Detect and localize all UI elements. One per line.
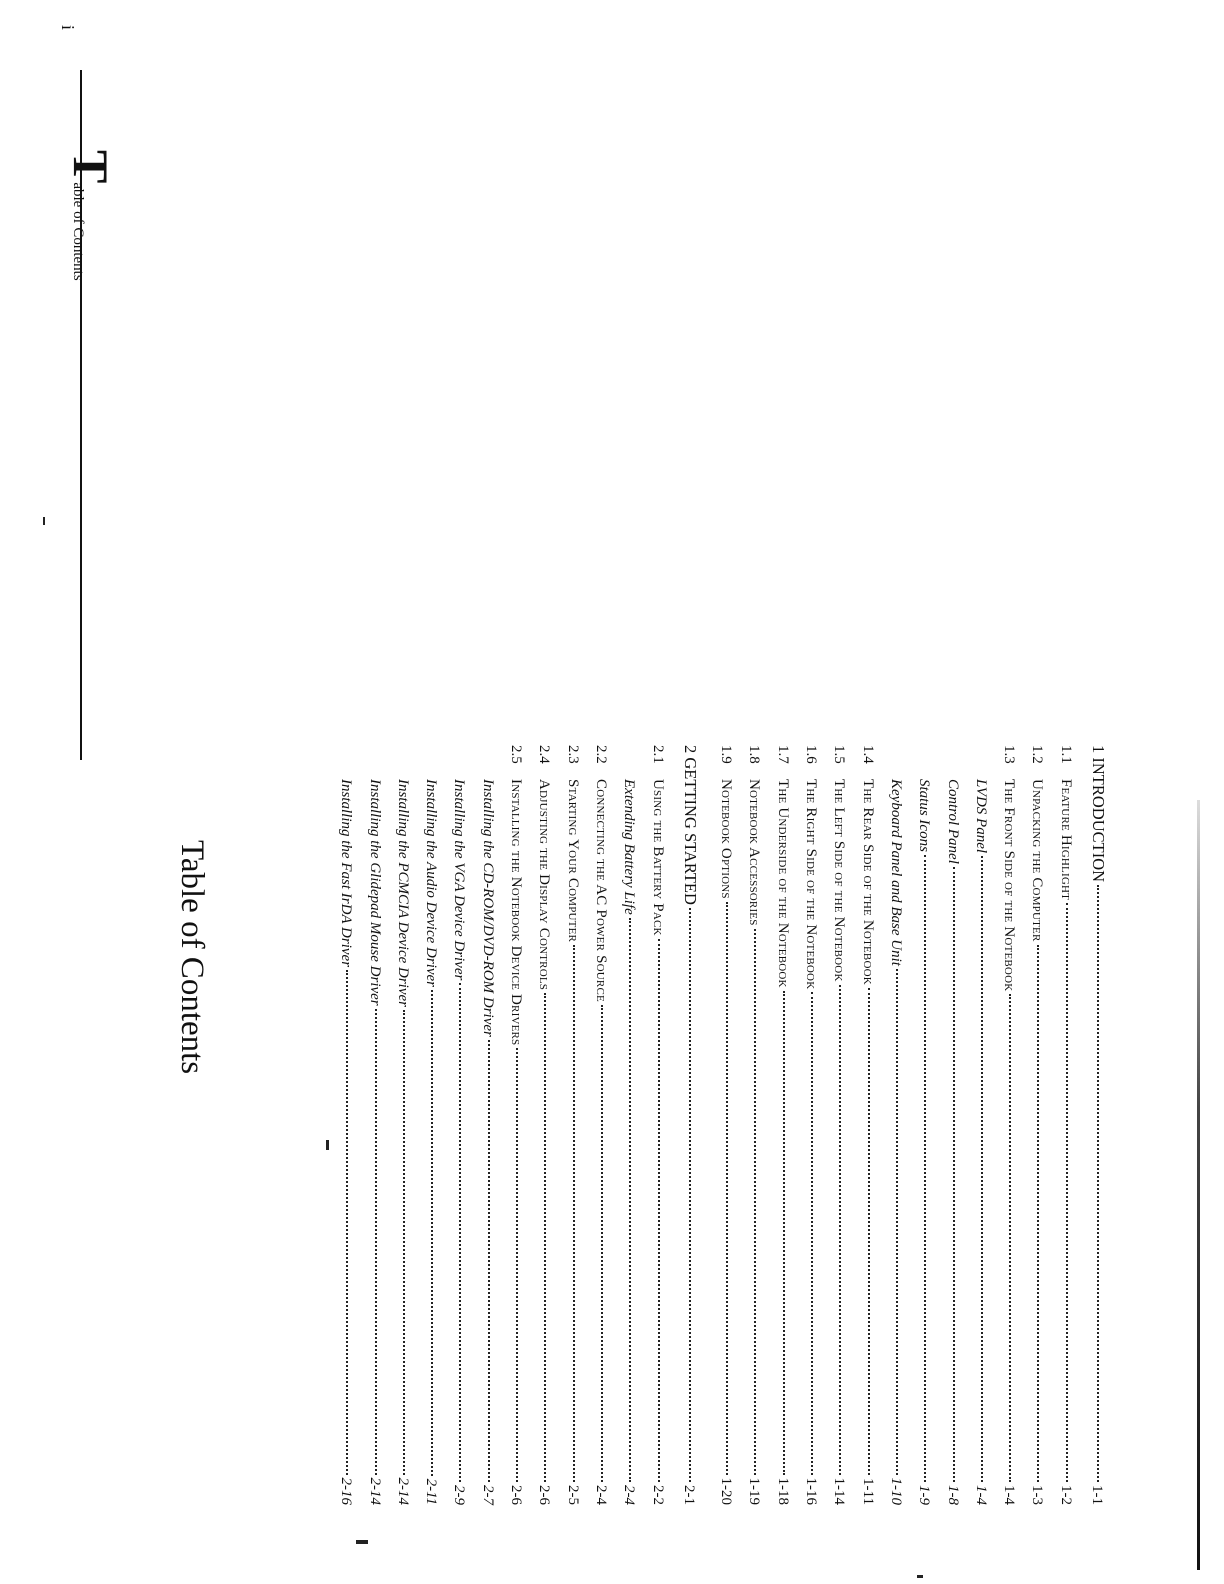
toc-entry-number: 2.2: [592, 745, 609, 764]
dot-leader: [346, 970, 348, 1474]
toc-entry: [383, 745, 411, 1505]
toc-chapter-entry: [1080, 745, 1108, 1505]
dot-leader: [754, 929, 756, 1475]
dot-leader: [726, 902, 728, 1475]
toc-entry-number: 1.4: [859, 745, 876, 764]
toc-entry-number: 1.5: [831, 745, 848, 764]
dot-leader: [601, 1005, 603, 1482]
toc-entry-page: 2-11: [423, 1478, 440, 1505]
dot-leader: [403, 1010, 405, 1474]
dot-leader: [868, 988, 870, 1475]
dot-leader: [544, 993, 546, 1482]
toc-entry-label: Connecting the AC Power Source: [592, 779, 609, 1002]
toc-entry: [706, 745, 734, 1505]
page-number: i: [58, 25, 78, 31]
toc-entry: [326, 745, 354, 1505]
toc-entry: [904, 745, 932, 1505]
toc-entry-page: 1-20: [718, 1477, 735, 1505]
toc-entry: [467, 745, 495, 1505]
toc-entry-label: The Left Side of the Notebook: [831, 779, 848, 982]
toc-entry-number: 2.4: [536, 745, 553, 764]
toc-entry: [637, 745, 665, 1505]
toc-entry-label: LVDS Panel: [972, 779, 989, 854]
toc-entry: [791, 745, 819, 1505]
toc-entry: [762, 745, 790, 1505]
toc-entry-label: Installing the Notebook Device Drivers: [508, 779, 525, 1046]
scan-speck: [356, 1540, 368, 1544]
toc-chapter-entry: [672, 745, 700, 1505]
toc-entry-label: The Right Side of the Notebook: [803, 779, 820, 990]
toc-entry: [552, 745, 580, 1505]
toc-entry-page: 2-2: [649, 1485, 666, 1505]
toc-entry-page: 1-4: [1001, 1485, 1018, 1505]
toc-entry: [876, 745, 904, 1505]
dot-leader: [573, 945, 575, 1482]
toc-entry-number: 1.2: [1029, 745, 1046, 764]
toc-entry-label: Installing the CD-ROM/DVD-ROM Driver: [479, 779, 496, 1037]
toc-entry-page: 2-14: [394, 1477, 411, 1505]
toc-entry-number: 1.1: [1057, 745, 1074, 764]
toc-entry: [734, 745, 762, 1505]
dot-leader: [629, 918, 631, 1482]
toc-entry-label: Notebook Accessories: [746, 779, 763, 926]
toc-entry-label: Control Panel: [944, 779, 961, 864]
toc-entry: [847, 745, 875, 1505]
toc-entry-page: 2-1: [680, 1485, 697, 1505]
scan-speck: [326, 1140, 329, 1150]
scan-speck: [917, 1575, 923, 1578]
toc-entry-label: Installing the VGA Device Driver: [451, 779, 468, 981]
dot-leader: [896, 969, 898, 1475]
toc-entry-page: 1-11: [859, 1478, 876, 1505]
toc-entry: [411, 745, 439, 1505]
dot-leader: [811, 992, 813, 1474]
dot-leader: [1037, 945, 1039, 1482]
toc-entry-page: 1-3: [1029, 1485, 1046, 1505]
dot-leader: [658, 939, 660, 1482]
dot-leader: [1097, 885, 1099, 1482]
spine-shadow: [1197, 800, 1200, 1570]
dot-leader: [689, 908, 691, 1482]
rotated-document-page: [30, 10, 1200, 1570]
toc-entry: [439, 745, 467, 1505]
dot-leader: [488, 1040, 490, 1482]
toc-entry-label: Installing the Glidepad Mouse Driver: [366, 779, 383, 1006]
toc-entry: [581, 745, 609, 1505]
toc-entry: [354, 745, 382, 1505]
toc-entry-label: Installing the Audio Device Driver: [423, 779, 440, 988]
toc-entry-number: 1.7: [774, 745, 791, 764]
toc-entry-page: 2-16: [338, 1477, 355, 1505]
toc-entry-page: 1-8: [944, 1485, 961, 1505]
toc-entry-number: 1.6: [803, 745, 820, 764]
toc-entry-label: The Rear Side of the Notebook: [859, 779, 876, 985]
toc-entry-page: 2-14: [366, 1477, 383, 1505]
toc-entry: [609, 745, 637, 1505]
toc-entry-page: 2-9: [451, 1485, 468, 1505]
toc-entry-page: 2-6: [508, 1485, 525, 1505]
toc-entry-page: 1-1: [1089, 1485, 1105, 1505]
toc-entry: [961, 745, 989, 1505]
toc-entry-page: 1-2: [1057, 1485, 1074, 1505]
toc-entry-label: Keyboard Panel and Base Unit: [887, 779, 904, 966]
toc-entry: [819, 745, 847, 1505]
toc-entry-page: 1-9: [916, 1485, 933, 1505]
running-head-initial: T: [63, 150, 119, 183]
toc-entry: [1017, 745, 1045, 1505]
toc-entry-page: 2-7: [479, 1485, 496, 1505]
dot-leader: [1066, 903, 1068, 1482]
toc-entry-label: The Underside of the Notebook: [774, 779, 791, 988]
toc-entry-label: The Front Side of the Notebook: [1001, 779, 1018, 992]
dot-leader: [953, 867, 955, 1482]
scan-speck: [43, 517, 45, 525]
toc-entry-label: Starting Your Computer: [564, 779, 581, 943]
dot-leader: [516, 1048, 518, 1482]
toc-entry-page: 1-18: [774, 1477, 791, 1505]
dot-leader: [459, 983, 461, 1482]
dot-leader: [981, 856, 983, 1482]
toc-entry-page: 2-5: [564, 1485, 581, 1505]
toc-entry: [989, 745, 1017, 1505]
dot-leader: [375, 1009, 377, 1475]
toc-entry-label: Using the Battery Pack: [649, 779, 666, 936]
toc-entry-label: Adjusting the Display Controls: [536, 779, 553, 991]
toc-entry: [524, 745, 552, 1505]
dot-leader: [431, 990, 433, 1476]
toc-entry-label: Unpacking the Computer: [1029, 779, 1046, 942]
toc-entry-number: 2.1: [649, 745, 666, 764]
running-head: [62, 150, 120, 281]
page-title: Table of Contents: [174, 840, 210, 1075]
toc-entry-number: 1.9: [718, 745, 735, 764]
toc-entry-page: 1-16: [803, 1477, 820, 1505]
toc-entry-page: 1-14: [831, 1477, 848, 1505]
toc-entry-label: Installing the Fast IrDA Driver: [338, 779, 355, 968]
toc-entry-number: 2.5: [508, 745, 525, 764]
toc-entry-page: 1-4: [972, 1485, 989, 1505]
toc-entry: [496, 745, 524, 1505]
toc-entry-page: 2-4: [621, 1485, 638, 1505]
footer-rule: [80, 70, 82, 760]
toc-list: [326, 745, 1114, 1505]
toc-entry-number: 1.8: [746, 745, 763, 764]
dot-leader: [1009, 994, 1011, 1482]
toc-entry-label: Feature Highlight: [1057, 779, 1074, 901]
toc-entry-label: Extending Battery Life: [621, 779, 638, 915]
toc-entry-page: 1-10: [887, 1477, 904, 1505]
dot-leader: [924, 855, 926, 1482]
toc-entry: [932, 745, 960, 1505]
running-head-text: able of Contents: [70, 182, 86, 281]
toc-entry-number: 2.3: [564, 745, 581, 764]
toc-entry-label: 2 GETTING STARTED: [680, 745, 700, 905]
toc-entry-page: 1-19: [746, 1477, 763, 1505]
toc-entry-number: 1.3: [1001, 745, 1018, 764]
toc-entry-label: 1 INTRODUCTION: [1089, 745, 1108, 883]
dot-leader: [839, 985, 841, 1475]
toc-entry-label: Notebook Options: [718, 779, 735, 899]
toc-entry-page: 2-4: [592, 1485, 609, 1505]
toc-entry: [1045, 745, 1073, 1505]
dot-leader: [783, 991, 785, 1475]
toc-entry-page: 2-6: [536, 1485, 553, 1505]
toc-entry-label: Installing the PCMCIA Device Driver: [394, 779, 411, 1008]
toc-entry-label: Status Icons: [916, 779, 933, 852]
